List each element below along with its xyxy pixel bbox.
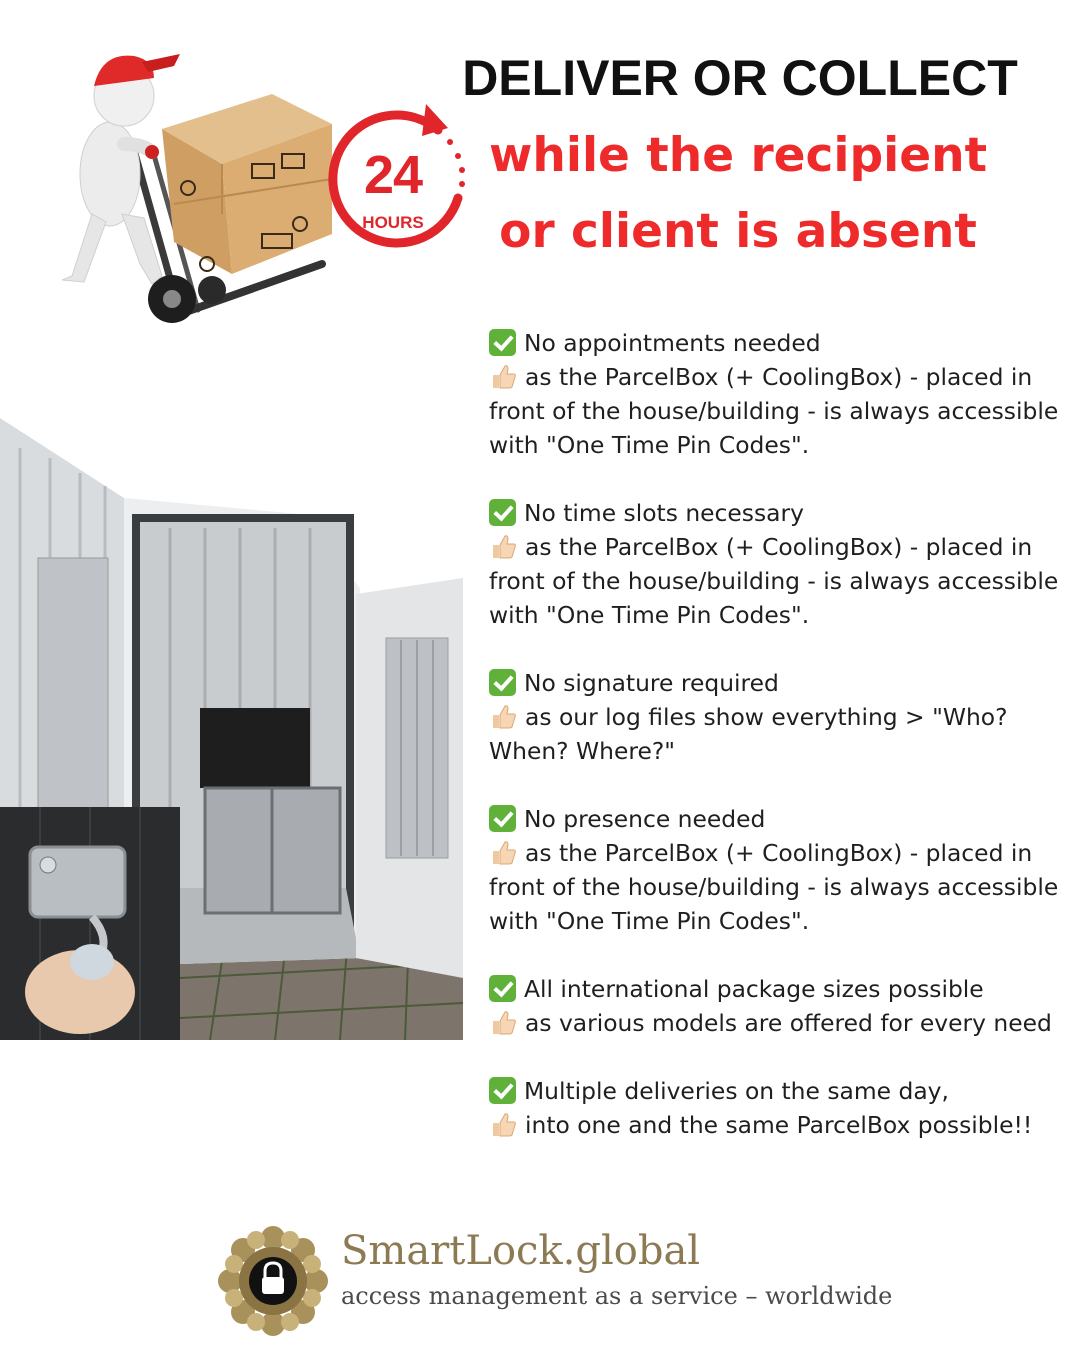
feature-item bbox=[489, 326, 1074, 462]
feature-text-line: as the ParcelBox (+ CoolingBox) - placed in bbox=[525, 839, 1033, 867]
feature-text-line: as various models are offered for every need bbox=[525, 1009, 1052, 1037]
thumbs-up-icon bbox=[489, 703, 517, 730]
feature-text-line: front of the house/building - is always accessible bbox=[489, 567, 1059, 595]
clock-label: HOURS bbox=[362, 213, 424, 232]
feature-item bbox=[489, 972, 1074, 1040]
feature-heading: No appointments needed bbox=[524, 329, 821, 357]
feature-text-line: into one and the same ParcelBox possible!! bbox=[525, 1111, 1033, 1139]
feature-text-line: as our log files show everything > "Who? bbox=[525, 703, 1008, 731]
lock-closeup-photo bbox=[0, 807, 180, 1040]
feature-heading: All international package sizes possible bbox=[524, 975, 984, 1003]
feature-item bbox=[489, 802, 1074, 938]
check-mark-icon bbox=[489, 1077, 516, 1104]
feature-text-line: front of the house/building - is always accessible bbox=[489, 873, 1059, 901]
feature-item bbox=[489, 1074, 1074, 1142]
feature-text-line: as the ParcelBox (+ CoolingBox) - placed in bbox=[525, 363, 1033, 391]
thumbs-up-icon bbox=[489, 1009, 517, 1036]
clock-number: 24 bbox=[363, 145, 423, 205]
feature-text-line: with "One Time Pin Codes". bbox=[489, 601, 810, 629]
page-title: DELIVER OR COLLECT bbox=[462, 50, 1018, 106]
feature-item bbox=[489, 496, 1074, 632]
thumbs-up-icon bbox=[489, 533, 517, 560]
feature-text-line: front of the house/building - is always accessible bbox=[489, 397, 1059, 425]
feature-heading: No signature required bbox=[524, 669, 779, 697]
check-mark-icon bbox=[489, 329, 516, 356]
brand-tagline: access management as a service – worldwide bbox=[341, 1282, 893, 1310]
courier-hand-truck-illustration bbox=[62, 14, 332, 324]
subtitle bbox=[468, 118, 1008, 270]
subtitle-line-1: while the recipient bbox=[488, 128, 988, 183]
smartlock-logo-icon bbox=[218, 1226, 328, 1336]
feature-text-line: as the ParcelBox (+ CoolingBox) - placed in bbox=[525, 533, 1033, 561]
feature-text-line: with "One Time Pin Codes". bbox=[489, 431, 810, 459]
feature-heading: No presence needed bbox=[524, 805, 766, 833]
feature-text-line: When? Where?" bbox=[489, 737, 676, 765]
thumbs-up-icon bbox=[489, 1111, 517, 1138]
check-mark-icon bbox=[489, 975, 516, 1002]
feature-heading: Multiple deliveries on the same day, bbox=[524, 1077, 949, 1105]
feature-heading: No time slots necessary bbox=[524, 499, 804, 527]
24-hours-badge bbox=[318, 98, 473, 268]
check-mark-icon bbox=[489, 805, 516, 832]
subtitle-line-2: or client is absent bbox=[499, 204, 977, 259]
check-mark-icon bbox=[489, 669, 516, 696]
thumbs-up-icon bbox=[489, 839, 517, 866]
thumbs-up-icon bbox=[489, 363, 517, 390]
brand-name: SmartLock.global bbox=[341, 1228, 701, 1274]
check-mark-icon bbox=[489, 499, 516, 526]
feature-text-line: with "One Time Pin Codes". bbox=[489, 907, 810, 935]
feature-list bbox=[489, 326, 1074, 1142]
feature-item bbox=[489, 666, 1074, 768]
